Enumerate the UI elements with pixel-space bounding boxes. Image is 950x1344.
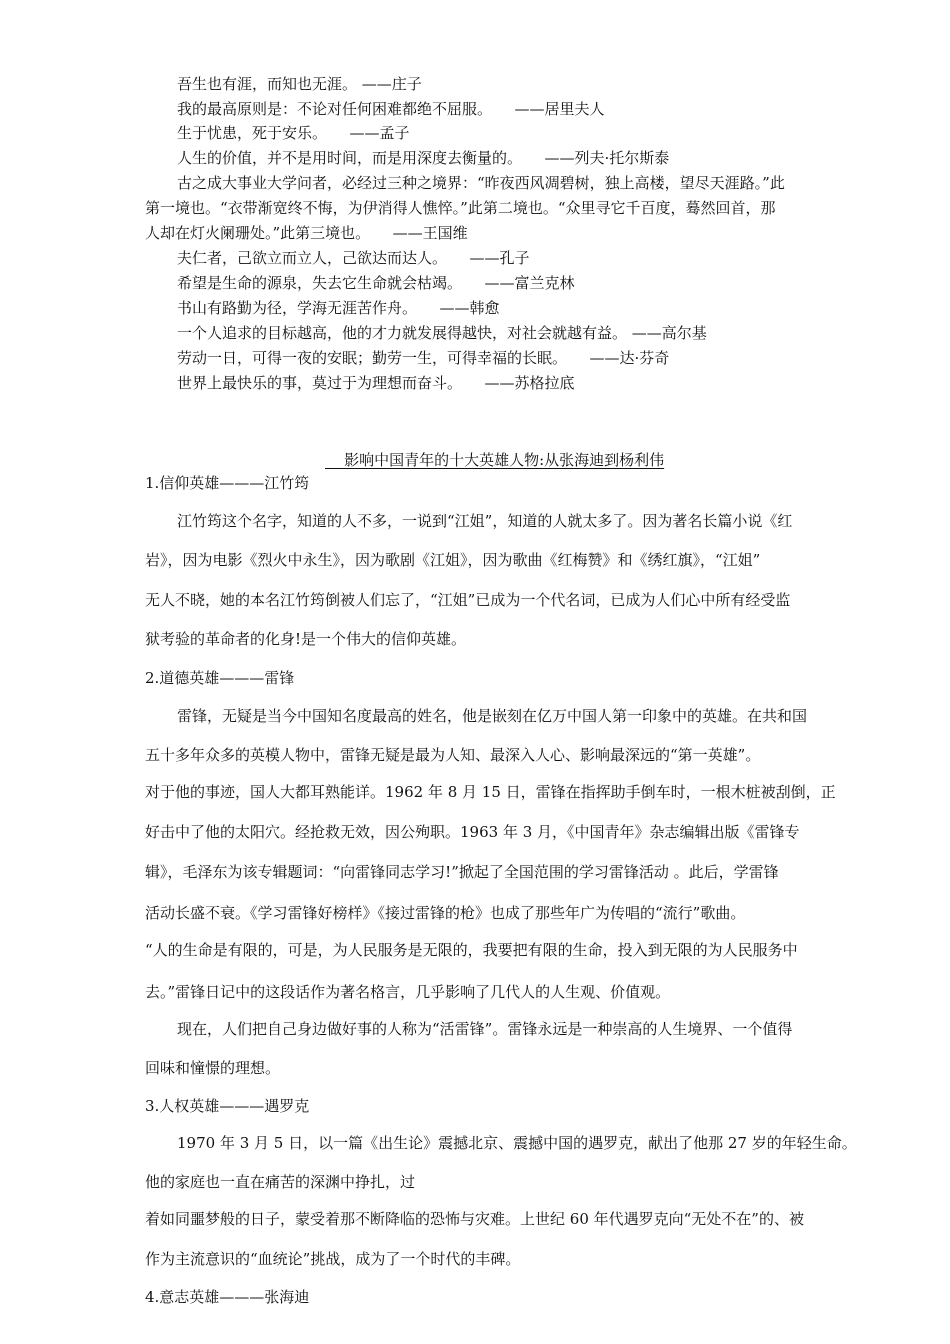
paragraph-line: 好击中了他的太阳穴。经抢救无效，因公殉职。1963 年 3 月，《中国青年》杂志编辑出版《雷锋专 [145,823,800,841]
quote-line: 世界上最快乐的事，莫过于为理想而奋斗。 ——苏格拉底 [177,374,575,392]
paragraph-line: 对于他的事迹，国人大都耳熟能详。1962 年 8 月 15 日，雷锋在指挥助手倒车时，一根木桩被刮倒，正 [145,783,836,801]
quote-line: 第一境也。“衣带渐宽终不悔，为伊消得人憔悴。”此第二境也。“众里寻它千百度，蓦然回首，那 [145,199,776,217]
paragraph-line: 现在，人们把自己身边做好事的人称为“活雷锋”。雷锋永远是一种崇高的人生境界、一个值得 [177,1020,793,1038]
paragraph-line: 着如同噩梦般的日子，蒙受着那不断降临的恐怖与灾难。上世纪 60 年代遇罗克向“无处不在”的、被 [145,1210,804,1228]
paragraph-line: 江竹筠这个名字，知道的人不多，一说到“江姐”，知道的人就太多了。因为著名长篇小说《红 [177,512,793,530]
quote-line: 人生的价值，并不是用时间，而是用深度去衡量的。 ——列夫·托尔斯泰 [177,149,670,167]
paragraph-line: 辑》，毛泽东为该专辑题词：“向雷锋同志学习!”掀起了全国范围的学习雷锋活动 。此后，学雷锋 [145,863,779,881]
paragraph-line: 活动长盛不衰。《学习雷锋好榜样》《接过雷锋的枪》也成了那些年广为传唱的“流行”歌曲。 [145,904,746,922]
quote-line: 人却在灯火阑珊处。”此第三境也。 ——王国维 [145,224,468,242]
section-heading: 3.人权英雄———遇罗克 [145,1097,310,1115]
paragraph-line: 1970 年 3 月 5 日，以一篇《出生论》震撼北京、震撼中国的遇罗克，献出了他那 27 岁的年轻生命。 [177,1134,857,1152]
paragraph-line: 狱考验的革命者的化身!是一个伟大的信仰英雄。 [145,630,467,648]
quote-line: 我的最高原则是：不论对任何困难都绝不屈服。 ——居里夫人 [177,100,605,118]
paragraph-line: 雷锋，无疑是当今中国知名度最高的姓名，他是嵌刻在亿万中国人第一印象中的英雄。在共和国 [177,707,808,725]
quote-line: 书山有路勤为径，学海无涯苦作舟。 ——韩愈 [177,299,500,317]
quote-line: 一个人追求的目标越高，他的才力就发展得越快，对社会就越有益。 ——高尔基 [177,324,707,342]
paragraph-line: 作为主流意识的“血统论”挑战，成为了一个时代的丰碑。 [145,1250,521,1268]
quote-line: 劳动一日，可得一夜的安眠；勤劳一生，可得幸福的长眠。 ——达·芬奇 [177,349,670,367]
section-heading: 1.信仰英雄———江竹筠 [145,474,310,492]
quote-line: 生于忧患，死于安乐。 ——孟子 [177,124,410,142]
section-heading: 2.道德英雄———雷锋 [145,669,295,687]
paragraph-line: 无人不晓，她的本名江竹筠倒被人们忘了，“江姐”已成为一个代名词，已成为人们心中所有经受监 [145,591,791,609]
paragraph-line: 回味和憧憬的理想。 [145,1059,281,1077]
section-heading: 4.意志英雄———张海迪 [145,1288,310,1306]
paragraph-line: 他的家庭也一直在痛苦的深渊中挣扎，过 [145,1173,416,1191]
paragraph-line: 去。”雷锋日记中的这段话作为著名格言，几乎影响了几代人的人生观、价值观。 [145,983,671,1001]
quote-line: 吾生也有涯，而知也无涯。 ——庄子 [177,75,422,93]
paragraph-line: “人的生命是有限的，可是，为人民服务是无限的，我要把有限的生命，投入到无限的为人民服务中 [145,941,798,959]
quote-line: 夫仁者，己欲立而立人，己欲达而达人。 ——孔子 [177,249,530,267]
quote-line: 希望是生命的源泉，失去它生命就会枯竭。 ——富兰克林 [177,274,575,292]
article-title: 影响中国青年的十大英雄人物:从张海迪到杨利伟 [325,451,665,469]
paragraph-line: 五十多年众多的英模人物中，雷锋无疑是最为人知、最深入人心、影响最深远的“第一英雄”。 [145,746,761,764]
paragraph-line: 岩》，因为电影《烈火中永生》，因为歌剧《江姐》，因为歌曲《红梅赞》和《绣红旗》，“江姐” [145,551,761,569]
quote-line: 古之成大事业大学问者，必经过三种之境界：“昨夜西风凋碧树，独上高楼，望尽天涯路。”此 [177,174,785,192]
